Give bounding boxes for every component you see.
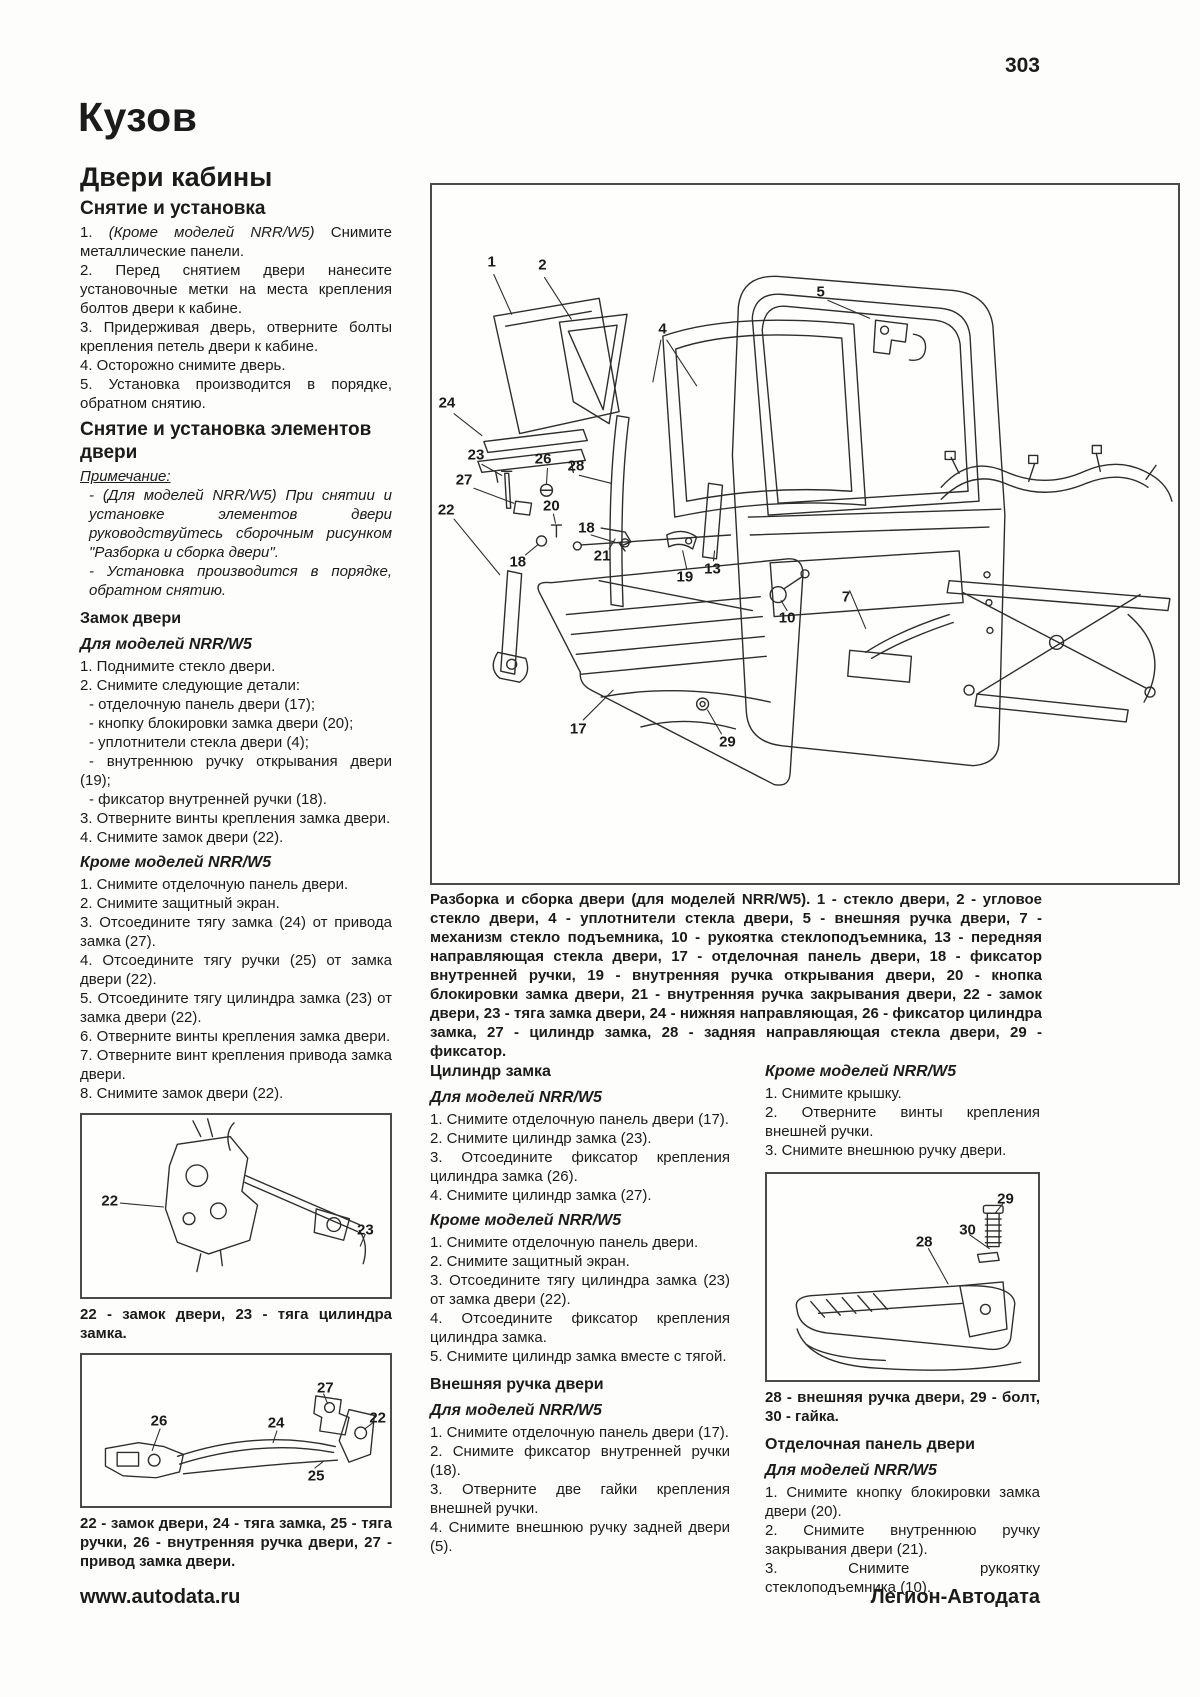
models-for: Для моделей NRR/W5 (430, 1402, 602, 1419)
step: 3. Отсоедините тягу цилиндра замка (23) от замка двери (22). (430, 1272, 730, 1308)
step: 6. Отверните винты крепления замка двери. (80, 1028, 391, 1045)
step: 4. Снимите цилиндр замка (27). (430, 1187, 652, 1204)
heading-outer-handle: Внешняя ручка двери (430, 1376, 604, 1393)
step: 2. Снимите фиксатор внутренней ручки (18). (430, 1443, 730, 1479)
list-item: - уплотнители стекла двери (4); (89, 734, 309, 751)
step-model-note: (Кроме моделей NRR/W5) (108, 224, 315, 241)
figure-callout-21: 21 (593, 547, 611, 565)
note: - (Для моделей NRR/W5) При снятии и установке элементов двери руководствуйтесь сборочным рисунком "Разборка и сборка двери". (89, 487, 392, 561)
step: 3. Придерживая дверь, отверните болты крепления петель двери к кабине. (80, 319, 392, 355)
step: 1. Снимите отделочную панель двери (17). (430, 1424, 729, 1441)
step: 4. Отсоедините фиксатор крепления цилиндра замка. (430, 1310, 730, 1346)
list-item: - отделочную панель двери (17); (89, 696, 316, 713)
figure-callout-10: 10 (778, 609, 796, 627)
footer-website: www.autodata.ru (80, 1586, 241, 1608)
figure-callout-27: 27 (316, 1379, 334, 1397)
step: 3. Отсоедините тягу замка (24) от привода замка (27). (80, 914, 392, 950)
step: 2. Снимите внутреннюю ручку закрывания двери (21). (765, 1522, 1040, 1558)
step: 4. Снимите внешнюю ручку задней двери (5). (430, 1519, 730, 1555)
figure-callout-22: 22 (369, 1409, 387, 1427)
step (80, 223, 392, 261)
step: 1. Снимите отделочную панель двери. (80, 876, 349, 893)
figure-callout-26: 26 (534, 450, 552, 468)
models-for: Для моделей NRR/W5 (80, 636, 252, 653)
heading-trim-panel: Отделочная панель двери (765, 1436, 975, 1453)
figure-callout-4: 4 (658, 320, 667, 338)
models-except: Кроме моделей NRR/W5 (80, 854, 272, 871)
figure-door-lock (80, 1113, 392, 1299)
step: 5. Установка производится в порядке, обратном снятию. (80, 376, 392, 412)
figure-callout-26: 26 (150, 1412, 168, 1430)
figure-callout-20: 20 (543, 497, 560, 515)
page-number: 303 (1004, 54, 1040, 77)
models-for: Для моделей NRR/W5 (430, 1089, 602, 1106)
step-number: 1. (80, 224, 93, 241)
figure-callout-18: 18 (578, 519, 595, 537)
models-for: Для моделей NRR/W5 (765, 1462, 937, 1479)
figure-callout-1: 1 (487, 253, 496, 271)
figure-callout-22: 22 (101, 1192, 119, 1210)
list-item: - фиксатор внутренней ручки (18). (89, 791, 327, 808)
step: 1. Поднимите стекло двери. (80, 658, 276, 675)
figure-callout-27: 27 (455, 471, 473, 489)
step: 3. Снимите рукоятку стеклоподъемника (10). (765, 1560, 1040, 1596)
note-label: Примечание: (80, 468, 171, 485)
list-item: - внутреннюю ручку открывания двери (19); (80, 753, 392, 789)
figure-outer-handle (765, 1172, 1040, 1382)
middle-column (430, 1062, 730, 1556)
step: 1. Снимите крышку. (765, 1085, 902, 1102)
figure-callout-17: 17 (569, 720, 587, 738)
figure-callout-18: 18 (509, 553, 527, 571)
door-lock-drawing (82, 1115, 390, 1297)
figure-callout-28: 28 (915, 1233, 933, 1251)
figure-callout-29: 29 (997, 1190, 1014, 1208)
figure-callout-22: 22 (437, 501, 455, 519)
figure-callout-29: 29 (719, 733, 736, 751)
step: 8. Снимите замок двери (22). (80, 1085, 284, 1102)
subsection-door-elements: Снятие и установка элементов двери (80, 419, 372, 463)
figure-callout-28: 28 (567, 457, 585, 475)
figure-door-exploded (430, 183, 1180, 885)
step: 2. Снимите цилиндр замка (23). (430, 1130, 652, 1147)
step: 1. Снимите кнопку блокировки замка двери (20). (765, 1484, 1040, 1520)
figure-callout-13: 13 (704, 560, 721, 578)
figure-callout-2: 2 (538, 256, 547, 274)
main-figure-caption: Разборка и сборка двери (для моделей NRR/W5). 1 - стекло двери, 2 - угловое стекло двери, 4 - уплотнители стекла двери, 5 - внешняя ручка двери, 7 - механизм стекло подъемника, 10 - рукоятка стеклоподъемника, 13 - передняя направляющая стекла двери, 17 - отделочная панель двери, 18 - фиксатор внутренней ручки, 19 - внутренняя ручка открывания двери, 20 - кнопка блокировки замка двери, 21 - внутренняя ручка закрывания двери, 22 - замок двери, 23 - тяга замка двери, 24 - нижняя направляющая, 26 - фиксатор цилиндра замка, 27 - цилиндр замка, 28 - задняя направляющая стекла двери, 29 - фиксатор. (430, 891, 1042, 1060)
lock-rods-drawing (82, 1355, 390, 1506)
step: 3. Отсоедините фиксатор крепления цилиндра замка (26). (430, 1149, 730, 1185)
figure-caption: 28 - внешняя ручка двери, 29 - болт, 30 - гайка. (765, 1389, 1040, 1425)
left-column (80, 162, 392, 1571)
figure-callout-7: 7 (841, 588, 851, 606)
step: 3. Отверните винты крепления замка двери. (80, 810, 391, 827)
note: - Установка производится в порядке, обратном снятию. (89, 563, 392, 599)
step: 2. Снимите защитный экран. (430, 1253, 630, 1270)
step: 2. Перед снятием двери нанесите установочные метки на места крепления болтов двери к кабине. (80, 262, 392, 317)
figure-callout-24: 24 (267, 1414, 285, 1432)
subsection-removal-installation: Снятие и установка (80, 198, 266, 219)
page-title: Кузов (78, 94, 198, 140)
step: 3. Отверните две гайки крепления внешней ручки. (430, 1481, 730, 1517)
figure-callout-23: 23 (357, 1221, 374, 1239)
list-item: - кнопку блокировки замка двери (20); (89, 715, 354, 732)
heading-door-lock: Замок двери (80, 610, 182, 627)
figure-callout-5: 5 (816, 283, 825, 301)
step: 2. Снимите следующие детали: (80, 677, 301, 694)
footer-publisher: Легион-Автодата (870, 1586, 1040, 1608)
step: 4. Отсоедините тягу ручки (25) от замка двери (22). (80, 952, 392, 988)
figure-callout-30: 30 (959, 1221, 976, 1239)
step: 5. Снимите цилиндр замка вместе с тягой. (430, 1348, 727, 1365)
figure-caption: 22 - замок двери, 23 - тяга цилиндра замка. (80, 1306, 392, 1342)
door-exploded-drawing (432, 185, 1178, 883)
section-heading-cab-doors: Двери кабины (80, 162, 273, 192)
figure-caption: 22 - замок двери, 24 - тяга замка, 25 - тяга ручки, 26 - внутренняя ручка двери, 27 - привод замка двери. (80, 1515, 392, 1570)
step: 2. Снимите защитный экран. (80, 895, 280, 912)
step: 3. Снимите внешнюю ручку двери. (765, 1142, 1007, 1159)
step-text: Снимите металлические панели. (80, 224, 393, 260)
figure-lock-rods (80, 1353, 392, 1508)
figure-callout-23: 23 (467, 446, 485, 464)
heading-lock-cylinder: Цилиндр замка (430, 1063, 551, 1080)
right-column (765, 1062, 1040, 1597)
step: 4. Снимите замок двери (22). (80, 829, 284, 846)
step: 7. Отверните винт крепления привода замка двери. (80, 1047, 392, 1083)
figure-callout-19: 19 (676, 568, 694, 586)
step: 1. Снимите отделочную панель двери. (430, 1234, 699, 1251)
step: 5. Отсоедините тягу цилиндра замка (23) от замка двери (22). (80, 990, 392, 1026)
figure-callout-24: 24 (438, 394, 456, 412)
models-except: Кроме моделей NRR/W5 (430, 1212, 622, 1229)
models-except: Кроме моделей NRR/W5 (765, 1063, 957, 1080)
figure-callout-25: 25 (307, 1467, 325, 1485)
step: 2. Отверните винты крепления внешней ручки. (765, 1104, 1040, 1140)
step: 1. Снимите отделочную панель двери (17). (430, 1111, 729, 1128)
step: 4. Осторожно снимите дверь. (80, 357, 286, 374)
